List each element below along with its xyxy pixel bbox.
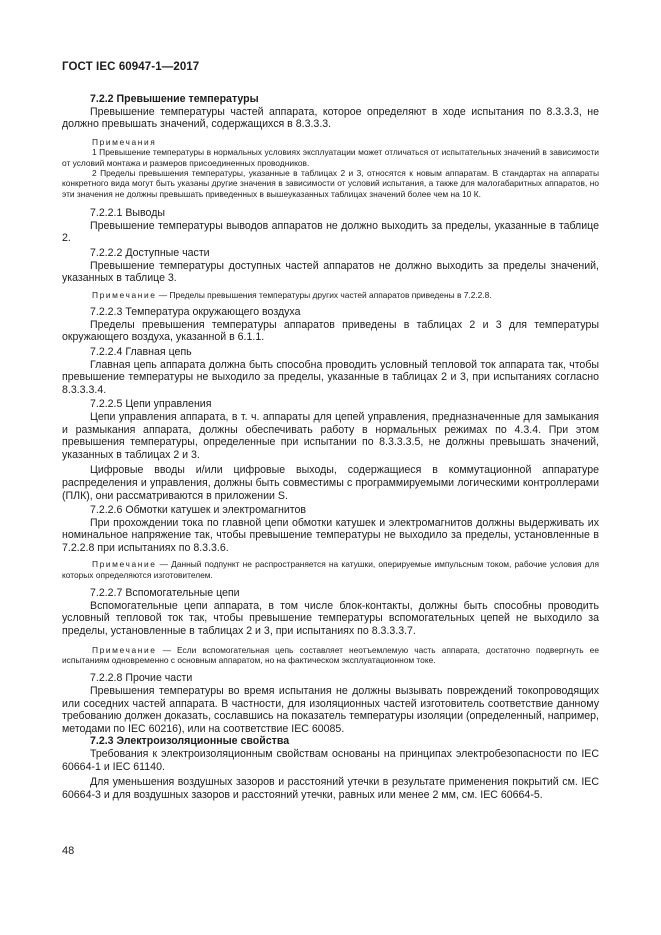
- section-heading-7-2-2-8: 7.2.2.8 Прочие части: [90, 672, 193, 685]
- section-heading-7-2-2-4: 7.2.2.4 Главная цепь: [90, 345, 192, 358]
- paragraph: Для уменьшения воздушных зазоров и расстояний утечки в результате применения покрытий см. IEC 60664-3 и для воздушных зазоров и расстояний утечки, равных или менее 2 мм, см. IEC 60664-5.: [62, 776, 599, 801]
- paragraph: Превышение температуры частей аппарата, которое определяют в ходе испытания по 8.3.3.3, не должно превышать значений, содержащихся в 8.3.3.3.: [62, 105, 599, 131]
- page-number: 48: [62, 845, 75, 857]
- paragraph: Требования к электроизоляционным свойствам основаны на принципах электробезопасности по IEC 60664-1 и IEC 61140.: [62, 748, 599, 773]
- note: [62, 645, 599, 666]
- section-heading-7-2-3: 7.2.3 Электроизоляционные свойства: [90, 735, 290, 748]
- paragraph: Вспомогательные цепи аппарата, в том числе блок-контакты, должны быть способны проводить условный тепловой ток так, чтобы превышение температуры вспомогательных цепей не выходило за пределы, установленные в таблицах 2 и 3, при испытаниях по 8.3.3.3.7.: [62, 599, 599, 638]
- note-label: Примечание: [92, 289, 157, 300]
- paragraph: Цепи управления аппарата, в т. ч. аппараты для цепей управления, предназначенные для замыкания и размыкания аппарата, должны обеспечивать работу в нормальных режимах по 4.3.4. При этом превышения температуры, определенные при испытании по 8.3.3.3.5, не должны превышать значений, указанных в таблицах 2 и 3.: [62, 410, 599, 461]
- note-label: Примечание: [92, 559, 157, 570]
- note-text: — Данный подпункт не распространяется на катушки, оперируемые импульсным током, рабочие условия для которых определяются изготовителем.: [62, 559, 599, 580]
- section-heading-7-2-2-2: 7.2.2.2 Доступные части: [90, 247, 210, 259]
- note: [62, 559, 599, 580]
- document-header: ГОСТ IEC 60947-1—2017: [62, 61, 200, 73]
- section-heading-7-2-2-7: 7.2.2.7 Вспомогательные цепи: [90, 587, 240, 600]
- section-heading-7-2-2: 7.2.2 Превышение температуры: [90, 93, 259, 105]
- note-1: 1 Превышение температуры в нормальных условиях эксплуатации может отличаться от испытательных значений в зависимости от условий монтажа и размеров присоединенных проводников.: [62, 147, 599, 168]
- note-text: — Пределы превышения температуры других частей аппаратов приведены в 7.2.2.8.: [156, 289, 492, 300]
- section-heading-7-2-2-5: 7.2.2.5 Цепи управления: [90, 398, 212, 411]
- paragraph: Цифровые вводы и/или цифровые выходы, содержащиеся в коммутационной аппаратуре распределения и управления, должны быть совместимы с программируемыми логическими контроллерами (ПЛК), они рассматриваются в приложении S.: [62, 464, 599, 502]
- section-heading-7-2-2-3: 7.2.2.3 Температура окружающего воздуха: [90, 306, 301, 319]
- note-2: 2 Пределы превышения температуры, указанные в таблицах 2 и 3, относятся к новым аппаратам. В стандартах на аппараты конкретного вида могут быть указаны другие значения в зависимости от условий испытания, а также для малогабаритных аппаратов, но эти значения не должны превышать приведенных в вышеуказанных таблицах значений более чем на 10 К.: [62, 168, 599, 199]
- note-label: Примечание: [92, 644, 157, 655]
- paragraph: Пределы превышения температуры аппаратов приведены в таблицах 2 и 3 для температуры окружающего воздуха, указанной в 6.1.1.: [62, 318, 599, 344]
- section-heading-7-2-2-1: 7.2.2.1 Выводы: [90, 207, 165, 220]
- paragraph: Превышение температуры доступных частей аппаратов не должно выходить за пределы значений, указанных в таблице 3.: [62, 259, 599, 285]
- notes-label: Примечания: [92, 136, 157, 147]
- paragraph: При прохождении тока по главной цепи обмотки катушек и электромагнитов должны выдерживать их номинальное напряжение так, чтобы превышение температуры не выходило за пределы, установленные в 7.2.2.8 при испытаниях по 8.3.3.6.: [62, 516, 599, 554]
- paragraph: Превышение температуры выводов аппаратов не должно выходить за пределы, указанные в таблице 2.: [62, 219, 599, 245]
- paragraph: Превышения температуры во время испытания не должны вызывать повреждений токопроводящих или соседних частей аппарата. В частности, для изоляционных частей изготовитель соответствие данному требованию должен доказать, сославшись на показатель температуры изоляции (определенный, например, методами по IEC 60216), или на соответствие IEC 60085.: [62, 685, 599, 735]
- section-heading-7-2-2-6: 7.2.2.6 Обмотки катушек и электромагнитов: [90, 504, 307, 517]
- page-content: [62, 93, 599, 801]
- note-text: — Если вспомогательная цепь составляет неотъемлемую часть аппарата, достаточно подвергнуть ее испытаниям одновременно с основным аппаратом, но на фактическом эксплуатационном токе.: [62, 644, 599, 666]
- paragraph: Главная цепь аппарата должна быть способна проводить условный тепловой ток аппарата так, чтобы превышение температуры не выходило за пределы, указанные в таблицах 2 и 3, при испытаниях согласно 8.3.3.3.4.: [62, 358, 599, 396]
- note: [62, 290, 599, 300]
